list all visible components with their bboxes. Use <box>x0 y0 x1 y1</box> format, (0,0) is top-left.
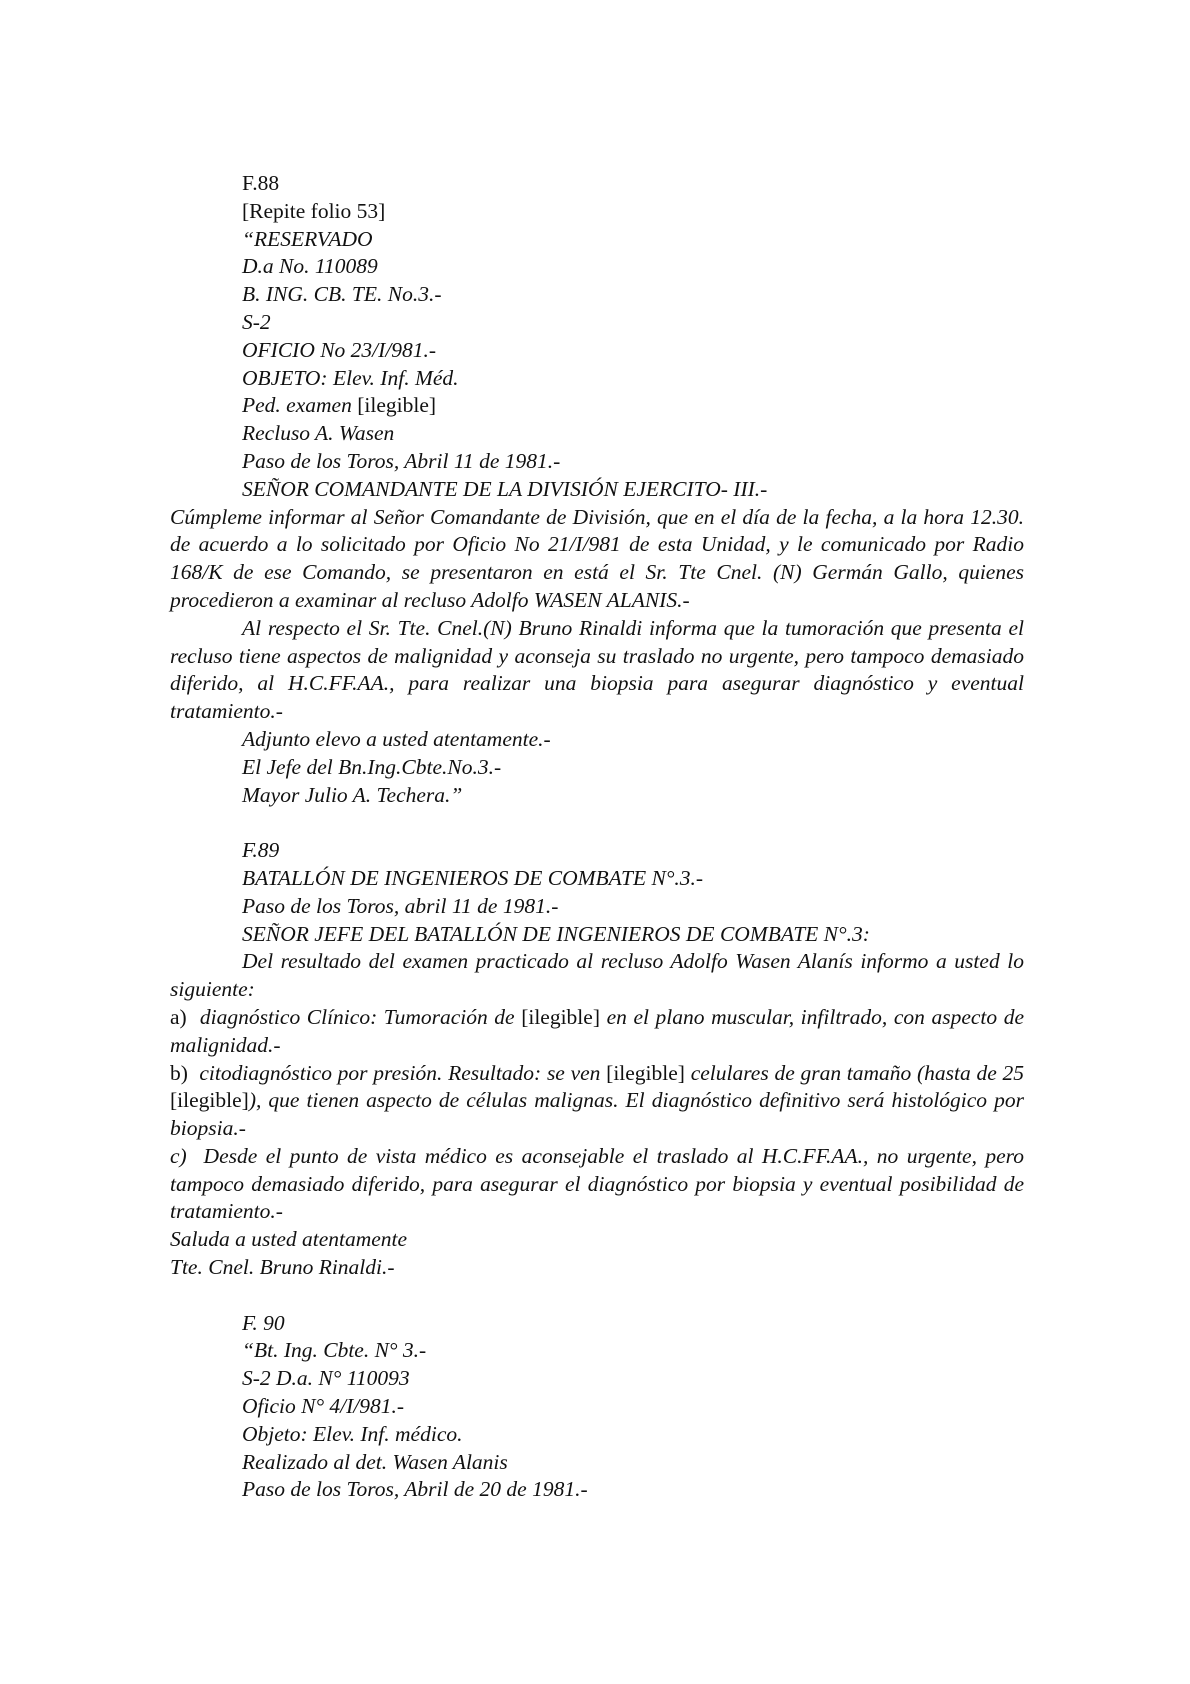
signature-line: Tte. Cnel. Bruno Rinaldi.- <box>170 1255 395 1280</box>
section-spacer <box>170 809 1024 837</box>
date-line: Paso de los Toros, Abril 11 de 1981.- <box>242 448 561 473</box>
section-code: S-2 <box>242 309 271 334</box>
closing-line: Saluda a usted atentamente <box>170 1227 408 1252</box>
folio-88-section <box>170 170 1024 809</box>
addressee-line: SEÑOR JEFE DEL BATALLÓN DE INGENIEROS DE COMBATE N°.3: <box>242 921 870 946</box>
list-item-text: celulares de gran tamaño (hasta de 25 <box>690 1060 1025 1085</box>
realizado-line: Realizado al det. Wasen Alanis <box>242 1449 508 1474</box>
document-number: D.a No. 110089 <box>242 254 378 279</box>
objeto-line: Objeto: Elev. Inf. médico. <box>242 1421 463 1446</box>
illegible-note: [ilegible] <box>606 1060 685 1085</box>
list-item-label: c) <box>170 1143 187 1168</box>
list-item-text: Desde el punto de vista médico es aconsejable el traslado al H.C.FF.AA., no urgente, pero tampoco demasiado diferido, para asegurar el diagnóstico por biopsia y eventual posibilidad de tratamiento.- <box>170 1143 1025 1224</box>
document-number: S-2 D.a. N° 110093 <box>242 1366 410 1391</box>
folio-89-number: F.89 <box>242 838 280 863</box>
date-line: Paso de los Toros, Abril de 20 de 1981.- <box>242 1477 588 1502</box>
ped-examen-line <box>170 392 1024 420</box>
list-item-text: citodiagnóstico por presión. Resultado: se ven <box>199 1060 601 1085</box>
list-item-a <box>170 1004 1024 1060</box>
illegible-note: [ilegible] <box>521 1004 600 1029</box>
closing-line: Adjunto elevo a usted atentamente.- <box>242 726 551 751</box>
oficio-number: OFICIO No 23/I/981.- <box>242 337 437 362</box>
illegible-note: [ilegible] <box>170 1088 249 1113</box>
list-item-c <box>170 1143 1024 1226</box>
list-item-label: a) <box>170 1004 187 1029</box>
folio-89-section <box>170 837 1024 1282</box>
recluso-line: Recluso A. Wasen <box>242 421 395 446</box>
objeto-line: OBJETO: Elev. Inf. Méd. <box>242 365 459 390</box>
body-paragraph-2: Al respecto el Sr. Tte. Cnel.(N) Bruno Rinaldi informa que la tumoración que presenta el recluso tiene aspectos de malignidad y aconseja su traslado no urgente, pero tampoco demasiado diferido, al H.C.FF.AA., para realizar una biopsia para asegurar diagnóstico y eventual tratamiento.- <box>170 615 1024 724</box>
battalion-reference: B. ING. CB. TE. No.3.- <box>242 282 442 307</box>
ped-examen-text: Ped. examen <box>242 393 352 418</box>
body-paragraph-1: Cúmpleme informar al Señor Comandante de División, que en el día de la fecha, a la hora 12.30. de acuerdo a lo solicitado por Oficio No 21/I/981 de esta Unidad, y le comunicado por Radio 168/K de ese Comando, se presentaron en está el Sr. Tte Cnel. (N) Germán Gallo, quienes procedieron a examinar al recluso Adolfo WASEN ALANIS.- <box>170 504 1024 612</box>
reservado-heading: “RESERVADO <box>242 226 373 251</box>
list-item-text: ), que tienen aspecto de células malignas. El diagnóstico definitivo será histológico por biopsia.- <box>170 1088 1024 1141</box>
folio-90-number: F. 90 <box>242 1310 285 1335</box>
signature-line: Mayor Julio A. Techera.” <box>242 782 463 807</box>
addressee-line: SEÑOR COMANDANTE DE LA DIVISIÓN EJERCITO- III.- <box>242 476 768 501</box>
repite-folio-note: [Repite folio 53] <box>242 198 386 223</box>
list-item-b <box>170 1060 1024 1143</box>
document-page <box>170 170 1024 1504</box>
intro-paragraph: Del resultado del examen practicado al recluso Adolfo Wasen Alanís informo a usted lo siguiente: <box>170 949 1024 1002</box>
illegible-note: [ilegible] <box>357 393 437 418</box>
list-item-text: diagnóstico Clínico: Tumoración de <box>199 1004 515 1029</box>
section-spacer <box>170 1282 1024 1310</box>
signer-title: El Jefe del Bn.Ing.Cbte.No.3.- <box>242 754 502 779</box>
folio-90-section <box>170 1310 1024 1505</box>
date-line: Paso de los Toros, abril 11 de 1981.- <box>242 893 559 918</box>
folio-88-number: F.88 <box>242 171 280 195</box>
battalion-heading: BATALLÓN DE INGENIEROS DE COMBATE N°.3.- <box>242 865 704 890</box>
list-item-text: en el plano muscular, infiltrado, con aspecto de malignidad.- <box>170 1004 1025 1057</box>
list-item-label: b) <box>170 1060 188 1085</box>
oficio-number: Oficio N° 4/I/981.- <box>242 1394 405 1419</box>
battalion-reference: “Bt. Ing. Cbte. N° 3.- <box>242 1338 427 1363</box>
